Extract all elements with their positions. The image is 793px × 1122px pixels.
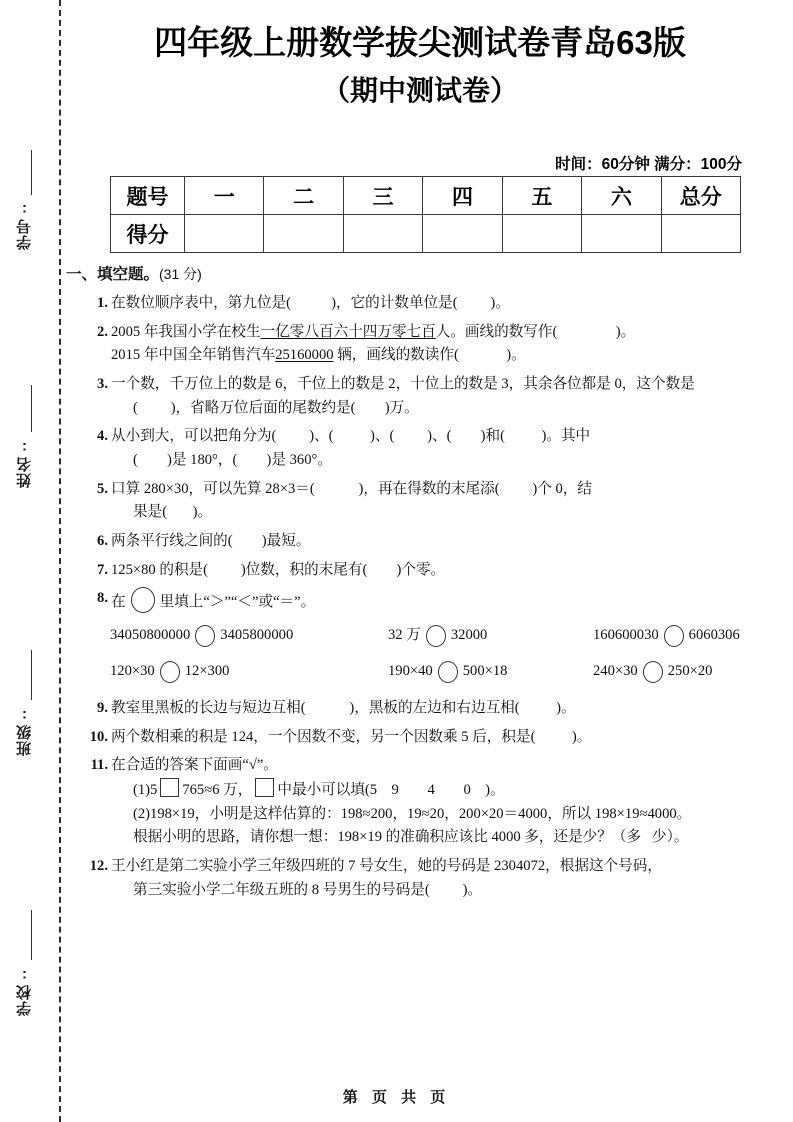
page-footer: 第 页 共 页 xyxy=(342,1089,451,1106)
comparison-left-operand: 240×30 xyxy=(593,663,638,680)
comparison-grid xyxy=(66,624,778,684)
question-number: 11. xyxy=(90,757,108,774)
score-cell-1[interactable] xyxy=(264,215,343,253)
question-2 xyxy=(66,321,778,368)
comparison-left-operand: 34050800000 xyxy=(110,626,191,643)
page-title: 四年级上册数学拔尖测试卷青岛63版 xyxy=(154,24,686,61)
comparison-left-operand: 190×40 xyxy=(388,663,433,680)
question-line-0: 教室里黑板的长边与短边互相( )，黑板的左边和右边互相( )。 xyxy=(111,700,576,717)
question-line-0: 在合适的答案下面画“√”。 xyxy=(111,757,278,774)
margin-label-0: 学号: xyxy=(16,200,33,250)
margin-label-3: 学校: xyxy=(16,966,33,1016)
question-body xyxy=(111,478,778,525)
score-cell-6[interactable] xyxy=(661,215,740,253)
question-number: 3. xyxy=(97,376,108,393)
score-cell-0[interactable] xyxy=(185,215,264,253)
question-line-2: (2)198×19，小明是这样估算的：198≈200，19≈20，200×20＝4000，所以 198×19≈4000。 xyxy=(133,805,692,822)
margin-rule-3 xyxy=(31,910,32,960)
comparison-operator-circle[interactable] xyxy=(195,625,215,647)
comparison-operator-circle[interactable] xyxy=(643,661,663,683)
score-table-col-header-5: 六 xyxy=(582,177,661,215)
comparison-operator-circle[interactable] xyxy=(426,625,446,647)
question-line-0: 125×80 的积是( )位数，积的末尾有( )个零。 xyxy=(111,561,446,578)
score-table xyxy=(110,176,741,253)
question-line-3: 根据小明的思路，请你想一想：198×19 的准确积应该比 4000 多，还是少？（多 少）。 xyxy=(133,829,689,846)
comparison-right-operand: 6060306 xyxy=(688,626,740,643)
question-body xyxy=(111,321,778,368)
question-number: 6. xyxy=(97,532,108,549)
question-line-0: 王小红是第二实验小学三年级四班的 7 号女生，她的号码是 2304072，根据这个号码， xyxy=(111,857,662,874)
comparison-right-operand: 3405800000 xyxy=(220,626,294,643)
comparison-right-operand: 12×300 xyxy=(184,663,230,680)
margin-label-1: 姓名: xyxy=(16,438,33,488)
comparison-row-2 xyxy=(110,660,778,684)
margin-rule-1 xyxy=(31,385,32,432)
score-table-col-header-4: 五 xyxy=(502,177,581,215)
score-table-row-label-0: 题号 xyxy=(111,177,185,215)
question-number: 9. xyxy=(97,700,108,717)
questions-group-2 xyxy=(66,697,778,902)
question-body xyxy=(111,726,778,750)
question-line-0: 2005 年我国小学在校生一亿零八百六十四万零七百人。画线的数写作( )。 xyxy=(111,323,636,340)
comparison-right-operand: 32000 xyxy=(450,626,488,643)
question-line-1: 第三实验小学二年级五班的 8 号男生的号码是( )。 xyxy=(133,881,483,898)
question-number: 4. xyxy=(97,428,108,445)
questions-group-1 xyxy=(66,292,778,615)
question-body xyxy=(111,373,778,420)
section-heading xyxy=(66,262,778,287)
score-table-col-header-0: 一 xyxy=(185,177,264,215)
score-table-col-header-1: 二 xyxy=(264,177,343,215)
score-table-col-header-6: 总分 xyxy=(661,177,740,215)
comparison-left-operand: 32 万 xyxy=(388,626,421,643)
question-line-0: 口算 280×30，可以先算 28×3＝( )，再在得数的末尾添( )个 0，结 xyxy=(111,480,593,497)
question-7 xyxy=(66,559,778,583)
question-8 xyxy=(66,587,778,615)
comparison-item-1-1 xyxy=(110,624,388,648)
section-points: (31 分) xyxy=(159,266,202,282)
question-line-1: ( )，省略万位后面的尾数约是( )万。 xyxy=(133,399,419,416)
question-1 xyxy=(66,292,778,316)
comparison-left-operand: 120×30 xyxy=(110,663,155,680)
section-heading-label: 一、填空题。 xyxy=(66,266,160,283)
score-table-col-header-3: 四 xyxy=(423,177,502,215)
question-line-0: 在数位顺序表中，第九位是( )，它的计数单位是( )。 xyxy=(111,295,510,312)
comparison-item-1-2 xyxy=(388,624,593,648)
question-body xyxy=(111,292,778,316)
question-line-1: 2015 年中国全年销售汽车25160000 辆，画线的数读作( )。 xyxy=(111,347,526,364)
question-number: 10. xyxy=(89,728,108,745)
score-table-col-header-2: 三 xyxy=(343,177,422,215)
margin-label-2: 班级: xyxy=(16,706,33,756)
question-11 xyxy=(66,754,778,850)
question-line-1: 果是( )。 xyxy=(133,504,213,521)
comparison-operator-circle[interactable] xyxy=(160,661,180,683)
question-line-0: 从小到大，可以把角分为( )、( )、( )、( )和( )。其中 xyxy=(111,428,591,445)
page-subtitle: （期中测试卷） xyxy=(321,75,518,107)
score-table-score-row xyxy=(111,215,741,253)
question-line-0: 在 里填上“＞”“＜”或“＝”。 xyxy=(111,587,778,615)
question-number: 1. xyxy=(97,295,108,312)
comparison-left-operand: 160600030 xyxy=(593,626,659,643)
exam-meta-text: 时间：60分钟 满分：100分 xyxy=(555,156,742,173)
question-3 xyxy=(66,373,778,420)
question-number: 12. xyxy=(89,857,108,874)
question-number: 7. xyxy=(97,561,108,578)
question-body xyxy=(111,530,778,554)
comparison-item-2-3 xyxy=(593,660,712,684)
comparison-operator-circle[interactable] xyxy=(438,661,458,683)
comparison-right-operand: 250×20 xyxy=(667,663,713,680)
score-cell-2[interactable] xyxy=(343,215,422,253)
title-block xyxy=(60,22,780,109)
score-cell-4[interactable] xyxy=(502,215,581,253)
question-12 xyxy=(66,855,778,902)
score-table-row-label-1: 得分 xyxy=(111,215,185,253)
question-body xyxy=(111,559,778,583)
comparison-operator-circle[interactable] xyxy=(664,625,684,647)
score-table-header-row xyxy=(111,177,741,215)
comparison-item-1-3 xyxy=(593,624,740,648)
margin-rule-2 xyxy=(31,650,32,700)
question-body xyxy=(111,587,778,615)
question-number: 2. xyxy=(97,323,108,340)
question-line-1: (1)5 765≈6 万， 中最小可以填(5 9 4 0 )。 xyxy=(111,778,778,803)
comparison-right-operand: 500×18 xyxy=(462,663,508,680)
question-line-0: 一个数，千万位上的数是 6，千位上的数是 2，十位上的数是 3，其余各位都是 0，这个数是 xyxy=(111,376,695,393)
question-body xyxy=(111,754,778,850)
question-number: 5. xyxy=(97,480,108,497)
score-cell-5[interactable] xyxy=(582,215,661,253)
question-line-0: 两条平行线之间的( )最短。 xyxy=(111,532,311,549)
comparison-item-2-1 xyxy=(110,660,388,684)
comparison-row-1 xyxy=(110,624,778,648)
question-number: 8. xyxy=(97,590,108,607)
question-6 xyxy=(66,530,778,554)
paper-body xyxy=(66,262,778,902)
question-line-0: 两个数相乘的积是 124，一个因数不变，另一个因数乘 5 后，积是( )。 xyxy=(111,728,592,745)
question-5 xyxy=(66,478,778,525)
question-4 xyxy=(66,425,778,472)
comparison-item-2-2 xyxy=(388,660,593,684)
question-body xyxy=(111,855,778,902)
score-cell-3[interactable] xyxy=(423,215,502,253)
question-body xyxy=(111,697,778,721)
question-body xyxy=(111,425,778,472)
question-line-1: ( )是 180°，( )是 360°。 xyxy=(133,451,332,468)
question-9 xyxy=(66,697,778,721)
question-10 xyxy=(66,726,778,750)
